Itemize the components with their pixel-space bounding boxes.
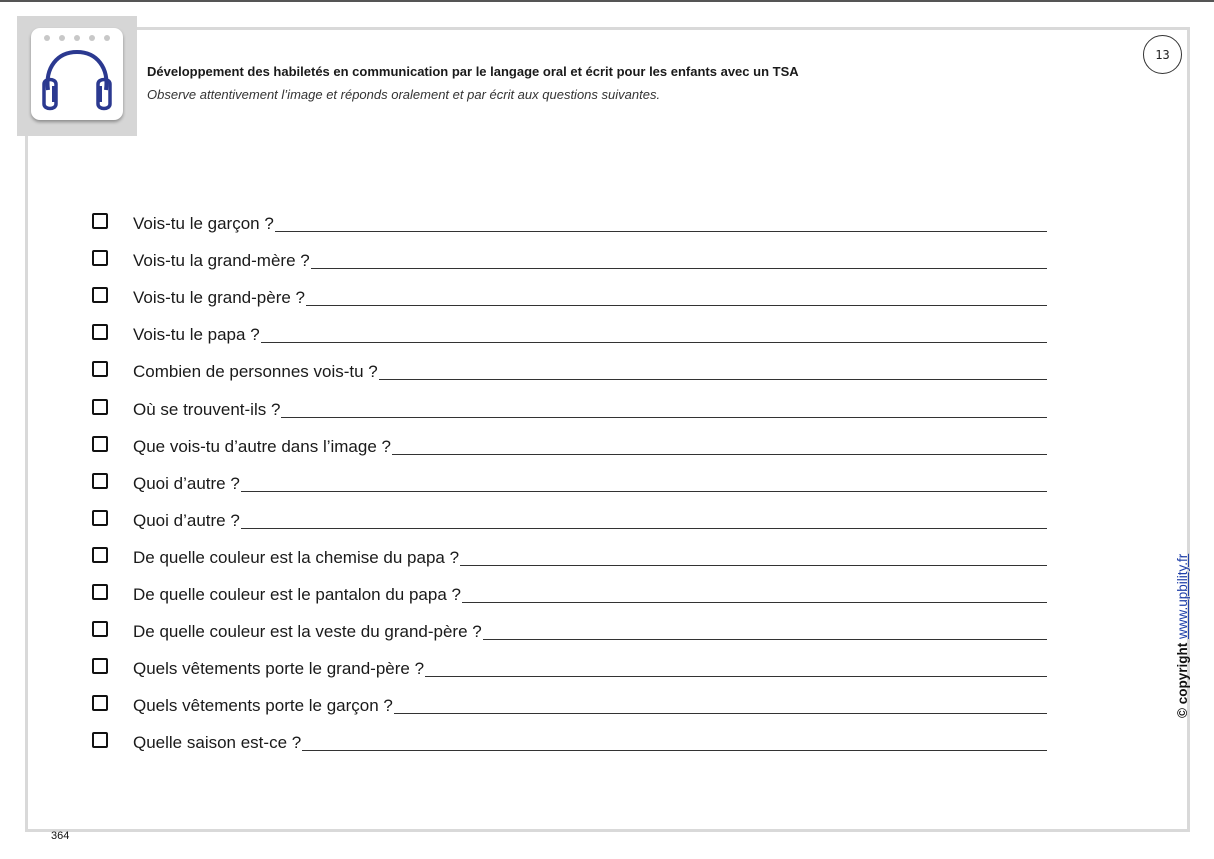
copyright-link[interactable]: www.upbility.fr — [1175, 553, 1190, 640]
question-line — [133, 284, 1047, 308]
question-line — [133, 210, 1047, 234]
question-line — [133, 321, 1047, 345]
question-row — [92, 470, 1047, 494]
question-line — [133, 581, 1047, 605]
question-checkbox[interactable] — [92, 621, 108, 637]
answer-line[interactable] — [392, 454, 1047, 455]
question-row — [92, 581, 1047, 605]
question-row — [92, 433, 1047, 457]
question-text: Vois-tu le papa ? — [133, 325, 260, 345]
question-row — [92, 729, 1047, 753]
answer-line[interactable] — [483, 639, 1047, 640]
question-row — [92, 284, 1047, 308]
page-title: Développement des habiletés en communication par le langage oral et écrit pour les enfants avec un TSA — [147, 64, 799, 79]
question-row — [92, 358, 1047, 382]
question-checkbox[interactable] — [92, 658, 108, 674]
question-row — [92, 655, 1047, 679]
answer-line[interactable] — [462, 602, 1047, 603]
question-line — [133, 692, 1047, 716]
answer-line[interactable] — [306, 305, 1047, 306]
question-text: Quoi d’autre ? — [133, 510, 240, 530]
question-checkbox[interactable] — [92, 287, 108, 303]
answer-line[interactable] — [281, 417, 1047, 418]
answer-line[interactable] — [302, 750, 1047, 751]
question-line — [133, 507, 1047, 531]
question-checkbox[interactable] — [92, 324, 108, 340]
question-text: Quelle saison est-ce ? — [133, 733, 302, 753]
question-text: Quels vêtements porte le garçon ? — [133, 696, 393, 716]
question-row — [92, 618, 1047, 642]
question-checkbox[interactable] — [92, 510, 108, 526]
question-text: Vois-tu le garçon ? — [133, 214, 274, 233]
answer-line[interactable] — [261, 342, 1047, 343]
question-checkbox[interactable] — [92, 695, 108, 711]
question-row — [92, 692, 1047, 716]
page-badge: 13 — [1143, 35, 1182, 74]
answer-line[interactable] — [379, 379, 1047, 380]
copyright-notice — [1175, 554, 1190, 718]
question-checkbox[interactable] — [92, 399, 108, 415]
answer-line[interactable] — [394, 713, 1047, 714]
question-row — [92, 544, 1047, 568]
question-text: Quels vêtements porte le grand-père ? — [133, 659, 425, 679]
question-checkbox[interactable] — [92, 213, 108, 229]
question-text: Que vois-tu d’autre dans l’image ? — [133, 436, 391, 456]
question-row — [92, 396, 1047, 420]
question-checkbox[interactable] — [92, 584, 108, 600]
question-line — [133, 618, 1047, 642]
question-row — [92, 210, 1047, 234]
question-checkbox[interactable] — [92, 732, 108, 748]
question-checkbox[interactable] — [92, 250, 108, 266]
question-row — [92, 321, 1047, 345]
question-text: Combien de personnes vois-tu ? — [133, 362, 378, 382]
instructions: Observe attentivement l’image et réponds oralement et par écrit aux questions suivantes. — [147, 87, 661, 102]
question-line — [133, 544, 1047, 568]
question-text: Quoi d’autre ? — [133, 473, 240, 493]
question-text: Vois-tu la grand-mère ? — [133, 251, 310, 271]
answer-line[interactable] — [241, 528, 1047, 529]
question-row — [92, 247, 1047, 271]
question-line — [133, 470, 1047, 494]
question-text: De quelle couleur est la veste du grand-père ? — [133, 622, 482, 642]
footer-page-number: 364 — [51, 830, 70, 842]
question-text: Vois-tu le grand-père ? — [133, 288, 305, 308]
question-line — [133, 396, 1047, 420]
answer-line[interactable] — [425, 676, 1047, 677]
question-text: Où se trouvent-ils ? — [133, 399, 281, 419]
answer-line[interactable] — [241, 491, 1047, 492]
answer-line[interactable] — [275, 231, 1047, 232]
question-line — [133, 729, 1047, 753]
question-row — [92, 507, 1047, 531]
question-line — [133, 655, 1047, 679]
copyright-prefix: © copyright — [1175, 639, 1190, 718]
question-line — [133, 433, 1047, 457]
question-text: De quelle couleur est la chemise du papa ? — [133, 547, 460, 567]
question-checkbox[interactable] — [92, 361, 108, 377]
question-text: De quelle couleur est le pantalon du papa ? — [133, 585, 461, 604]
question-checkbox[interactable] — [92, 473, 108, 489]
question-line — [133, 247, 1047, 271]
answer-line[interactable] — [460, 565, 1047, 566]
question-checkbox[interactable] — [92, 547, 108, 563]
answer-line[interactable] — [311, 268, 1047, 269]
question-line — [133, 358, 1047, 382]
question-checkbox[interactable] — [92, 436, 108, 452]
